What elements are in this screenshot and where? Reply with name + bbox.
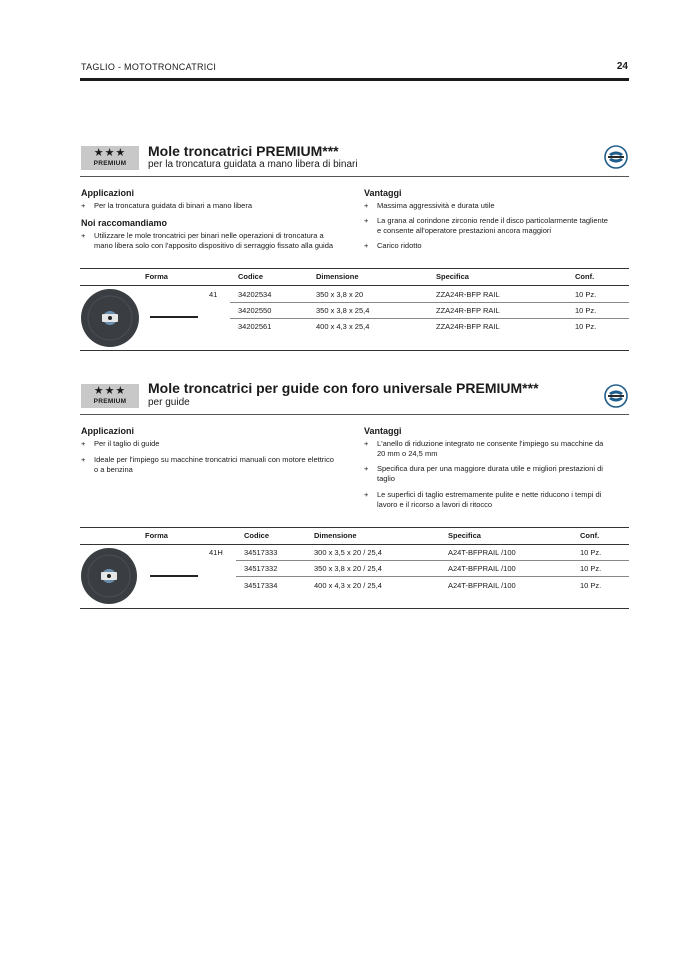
vantaggi-heading: Vantaggi xyxy=(364,188,402,198)
col-codice: Codice xyxy=(238,272,264,281)
brand-logo-icon xyxy=(604,145,628,169)
plus-icon: + xyxy=(364,439,369,448)
plus-icon: + xyxy=(364,490,369,499)
col-forma: Forma xyxy=(145,272,168,281)
table-rule xyxy=(80,350,629,351)
disc-profile-icon xyxy=(150,316,198,318)
col-dimensione: Dimensione xyxy=(314,531,357,540)
premium-badge xyxy=(81,384,139,408)
forma-value: 41H xyxy=(209,548,223,557)
section-rule xyxy=(80,414,629,415)
list-item: + Le superfici di taglio estremamente pulite e nette riducono i tempi di lavoro e il ricorso a lavori di ritocco xyxy=(364,490,602,509)
cutting-disc-image xyxy=(80,288,140,348)
applicazioni-heading: Applicazioni xyxy=(81,188,135,198)
col-specifica: Specifica xyxy=(436,272,469,281)
table-rule xyxy=(80,608,629,609)
badge-label: PREMIUM xyxy=(93,160,127,167)
disc-profile-icon xyxy=(150,575,198,577)
premium-badge xyxy=(81,146,139,170)
plus-icon: + xyxy=(364,464,369,473)
product-subtitle: per la troncatura guidata a mano libera di binari xyxy=(148,159,358,170)
col-conf: Conf. xyxy=(580,531,600,540)
product-title: Mole troncatrici per guide con foro universale PREMIUM*** xyxy=(148,380,539,396)
row-rule xyxy=(236,576,629,577)
col-conf: Conf. xyxy=(575,272,595,281)
list-item: + Per il taglio di guide xyxy=(81,439,160,448)
row-rule xyxy=(230,302,629,303)
list-item: + Massima aggressività e durata utile xyxy=(364,201,495,210)
col-codice: Codice xyxy=(244,531,270,540)
vantaggi-heading: Vantaggi xyxy=(364,426,402,436)
stars-icon: ★★★ xyxy=(93,385,127,397)
plus-icon: + xyxy=(81,231,86,240)
badge-label: PREMIUM xyxy=(93,398,127,405)
row-rule xyxy=(230,318,629,319)
forma-value: 41 xyxy=(209,290,218,299)
brand-logo-icon xyxy=(604,384,628,408)
table-rule xyxy=(80,544,629,545)
plus-icon: + xyxy=(364,216,369,225)
list-item: + Carico ridotto xyxy=(364,241,422,250)
table-rule xyxy=(80,268,629,269)
product-subtitle: per guide xyxy=(148,397,190,408)
table-rule xyxy=(80,527,629,528)
section-title: TAGLIO - MOTOTRONCATRICI xyxy=(81,62,217,72)
cutting-disc-image xyxy=(80,547,138,605)
row-rule xyxy=(236,560,629,561)
list-item: + Specifica dura per una maggiore durata utile e migliori prestazioni di taglio xyxy=(364,464,603,483)
plus-icon: + xyxy=(81,455,86,464)
list-item: + Utilizzare le mole troncatrici per binari nelle operazioni di troncatura a mano libera solo con l'apposito dispositivo di serraggio fissato alla guida xyxy=(81,231,334,250)
col-forma: Forma xyxy=(145,531,168,540)
plus-icon: + xyxy=(81,439,86,448)
plus-icon: + xyxy=(81,201,86,210)
table-rule xyxy=(80,285,629,286)
list-item: + Ideale per l'impiego su macchine troncatrici manuali con motore elettrico o a benzina xyxy=(81,455,334,474)
list-item: + La grana al corindone zirconio rende il disco particolarmente tagliente e consente all'operatore prestazioni ancora maggiori xyxy=(364,216,608,235)
plus-icon: + xyxy=(364,241,369,250)
section-rule xyxy=(80,176,629,177)
applicazioni-heading: Applicazioni xyxy=(81,426,135,436)
raccomandiamo-heading: Noi raccomandiamo xyxy=(81,218,168,228)
col-specifica: Specifica xyxy=(448,531,481,540)
stars-icon: ★★★ xyxy=(93,147,127,159)
list-item: + L'anello di riduzione integrato ne consente l'impiego su macchine da 20 mm o 24,5 mm xyxy=(364,439,604,458)
list-item: + Per la troncatura guidata di binari a mano libera xyxy=(81,201,253,210)
plus-icon: + xyxy=(364,201,369,210)
header-rule xyxy=(80,78,629,81)
page-number: 24 xyxy=(616,61,628,72)
col-dimensione: Dimensione xyxy=(316,272,359,281)
product-title: Mole troncatrici PREMIUM*** xyxy=(148,143,339,159)
